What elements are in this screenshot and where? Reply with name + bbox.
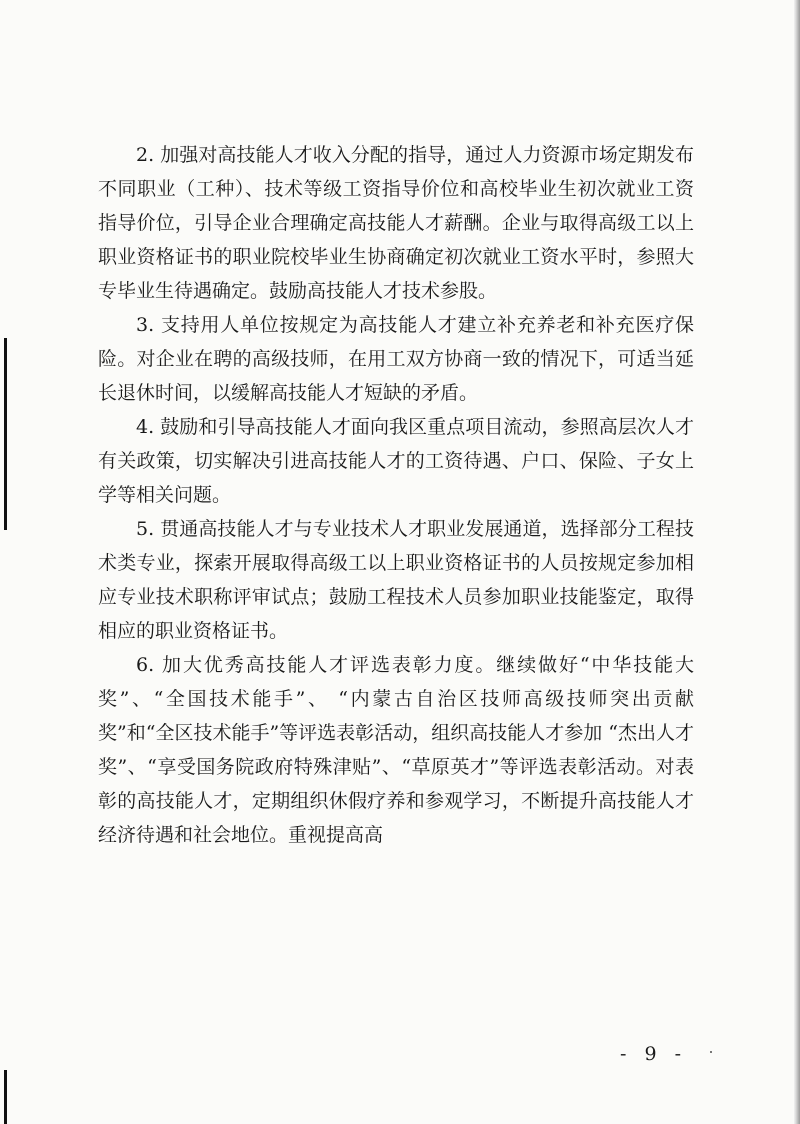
scan-speck [710, 1051, 712, 1053]
scan-margin-mark [4, 338, 7, 530]
paragraph: 3. 支持用人单位按规定为高技能人才建立补充养老和补充医疗保险。对企业在聘的高级技师，在用工双方协商一致的情况下，可适当延长退休时间，以缓解高技能人才短缺的矛盾。 [98, 314, 694, 404]
document-body [98, 138, 694, 852]
paragraph: 5. 贯通高技能人才与专业技术人才职业发展通道，选择部分工程技术类专业，探索开展取得高级工以上职业资格证书的人员按规定参加相应专业技术职称评审试点；鼓励工程技术人员参加职业技能鉴定，取得相应的职业资格证书。 [98, 518, 694, 642]
paragraph: 2. 加强对高技能人才收入分配的指导，通过人力资源市场定期发布不同职业（工种）、技术等级工资指导价位和高校毕业生初次就业工资指导价位，引导企业合理确定高技能人才薪酬。企业与取得高级工以上职业资格证书的职业院校毕业生协商确定初次就业工资水平时，参照大专毕业生待遇确定。鼓励高技能人才技术参股。 [98, 144, 694, 302]
paragraph: 6. 加大优秀高技能人才评选表彰力度。继续做好“中华技能大奖”、“全国技术能手”、 “内蒙古自治区技师高级技师突出贡献奖”和“全区技术能手”等评选表彰活动，组织高技能人才参加 “杰出人才奖”、“享受国务院政府特殊津贴”、“草原英才”等评选表彰活动。对表彰的高技能人才，定期组织休假疗养和参观学习，不断提升高技能人才经济待遇和社会地位。重视提高高 [98, 654, 694, 846]
scan-page-edge [794, 0, 800, 1124]
page-number: - 9 - [620, 1043, 688, 1065]
paragraph: 4. 鼓励和引导高技能人才面向我区重点项目流动，参照高层次人才有关政策，切实解决引进高技能人才的工资待遇、户口、保险、子女上学等相关问题。 [98, 416, 694, 506]
scan-margin-mark [4, 1070, 7, 1124]
